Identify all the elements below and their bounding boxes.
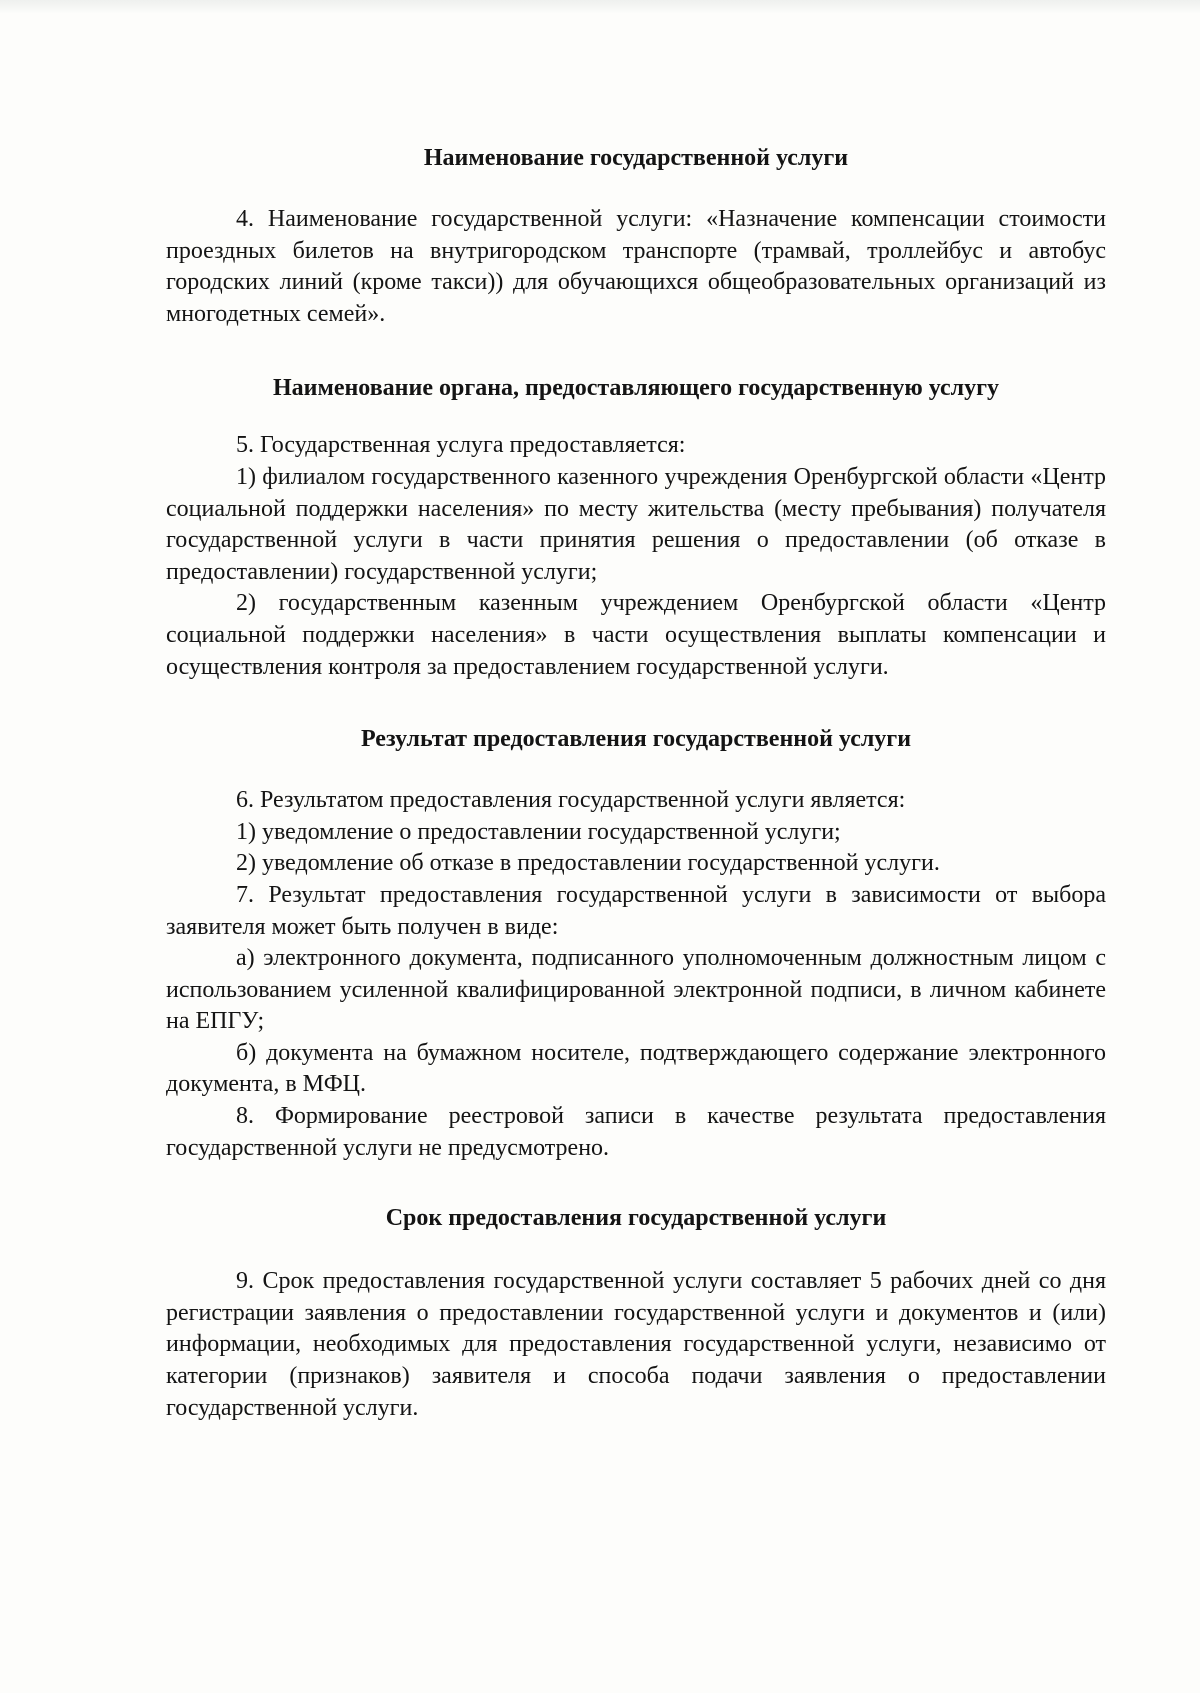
section-service-term bbox=[166, 1202, 1106, 1424]
paragraph: а) электронного документа, подписанного уполномоченным должностным лицом с использованием усиленной квалифицированной электронной подписи, в личном кабинете на ЕПГУ; bbox=[166, 945, 1106, 1035]
paragraph: 1) филиалом государственного казенного учреждения Оренбургской области «Центр социальной поддержки населения» по месту жительства (месту пребывания) получателя государственной услуги в части принятия решения о предоставлении (об отказе в предоставлении) государственной услуги; bbox=[166, 463, 1106, 585]
paragraph: 7. Результат предоставления государственной услуги в зависимости от выбора заявителя может быть получен в виде: bbox=[166, 881, 1106, 940]
section-heading: Срок предоставления государственной услуги bbox=[385, 1205, 887, 1232]
scan-edge-shading bbox=[0, 0, 1200, 14]
section-heading: Наименование государственной услуги bbox=[423, 145, 849, 171]
paragraph: 1) уведомление о предоставлении государственной услуги; bbox=[236, 818, 841, 845]
section-providing-body bbox=[166, 372, 1106, 683]
paragraph: б) документа на бумажном носителе, подтверждающего содержание электронного документа, в МФЦ. bbox=[166, 1039, 1106, 1098]
paragraph: 8. Формирование реестровой записи в качестве результата предоставления государственной услуги не предусмотрено. bbox=[166, 1103, 1106, 1161]
section-service-name bbox=[166, 142, 1106, 330]
paragraph: 4. Наименование государственной услуги: «Назначение компенсации стоимости проездных билетов на внутригородском транспорте (трамвай, троллейбус и автобус городских линий (кроме такси)) для обучающихся общеобразовательных организаций из многодетных семей». bbox=[166, 206, 1106, 327]
paragraph: 2) государственным казенным учреждением Оренбургской области «Центр социальной поддержки населения» в части осуществления выплаты компенсации и осуществления контроля за предоставлением государственной услуги. bbox=[166, 590, 1106, 680]
section-heading: Результат предоставления государственной услуги bbox=[360, 726, 912, 753]
paragraph: 9. Срок предоставления государственной услуги составляет 5 рабочих дней со дня регистрации заявления о предоставлении государственной услуги и документов и (или) информации, необходимых для предоставления государственной услуги, независимо от категории (признаков) заявителя и способа подачи заявления о предоставлении государственной услуги. bbox=[166, 1268, 1106, 1421]
paragraph: 2) уведомление об отказе в предоставлении государственной услуги. bbox=[236, 850, 940, 877]
paragraph: 5. Государственная услуга предоставляется: bbox=[236, 432, 686, 459]
section-service-result bbox=[166, 723, 1106, 1164]
section-heading: Наименование органа, предоставляющего государственную услугу bbox=[272, 375, 1000, 402]
paragraph: 6. Результатом предоставления государственной услуги является: bbox=[236, 787, 906, 814]
